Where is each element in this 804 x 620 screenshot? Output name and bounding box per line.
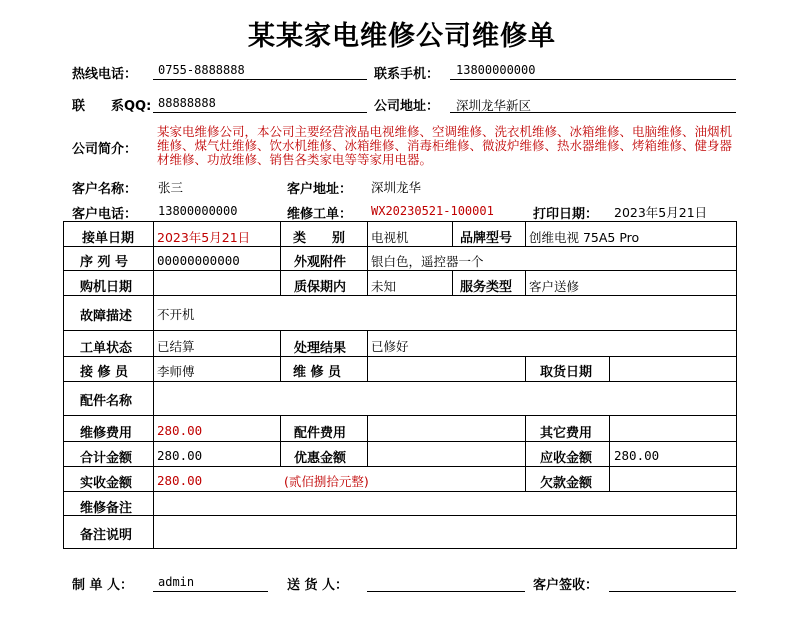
customer-address: 深圳龙华 (371, 180, 422, 195)
appearance-label: 外观附件 (294, 255, 347, 270)
category-value: 电视机 (371, 230, 409, 245)
repair-fee-label: 维修费用 (80, 426, 133, 441)
repair-note-label: 维修备注 (80, 501, 133, 516)
parts-label: 配件名称 (80, 394, 133, 409)
paid-value: 280.00 (157, 473, 203, 488)
category-label: 类 别 (293, 231, 346, 246)
page-title: 某某家电维修公司维修单 (248, 21, 556, 52)
warranty-label: 质保期内 (294, 280, 347, 295)
purchase-label: 购机日期 (80, 280, 133, 295)
print-date-label: 打印日期： (533, 207, 599, 222)
total-value: 280.00 (157, 448, 203, 463)
remark-label: 备注说明 (80, 528, 133, 543)
customer-name: 张三 (158, 180, 184, 195)
maker-label: 制 单 人： (72, 578, 134, 593)
maker-value: admin (158, 575, 195, 589)
pickup-label: 取货日期 (540, 365, 593, 380)
brand-value: 创维电视 75A5 Pro (529, 230, 640, 245)
service-value: 客户送修 (529, 279, 580, 294)
qq-value: 88888888 (158, 96, 216, 110)
repairer-label: 维 修 员 (293, 365, 342, 380)
repair-fee-value: 280.00 (157, 423, 203, 438)
receivable-value: 280.00 (614, 448, 660, 463)
receiver-label: 接 修 员 (80, 365, 129, 380)
other-fee-label: 其它费用 (540, 426, 593, 441)
warranty-value: 未知 (371, 279, 397, 294)
hotline-value: 0755-8888888 (158, 63, 245, 77)
paid-in-words: (贰佰捌拾元整) (284, 474, 369, 489)
discount-label: 优惠金额 (294, 451, 347, 466)
customer-phone-label: 客户电话： (72, 207, 138, 222)
service-label: 服务类型 (460, 280, 513, 295)
paid-label: 实收金额 (80, 476, 133, 491)
print-date: 2023年5月21日 (614, 205, 708, 220)
customer-name-label: 客户名称： (72, 182, 138, 197)
address-label: 公司地址： (374, 99, 440, 114)
status-label: 工单状态 (80, 341, 133, 356)
order-label: 维修工单： (287, 207, 353, 222)
brand-label: 品牌型号 (460, 231, 513, 246)
status-value: 已结算 (157, 339, 195, 354)
parts-fee-label: 配件费用 (294, 426, 347, 441)
total-label: 合计金额 (80, 451, 133, 466)
serial-label: 序 列 号 (80, 255, 129, 270)
fault-label: 故障描述 (80, 309, 133, 324)
mobile-label: 联系手机： (374, 67, 440, 82)
serial-value: 00000000000 (157, 253, 240, 268)
hotline-label: 热线电话： (72, 67, 138, 82)
company-intro: 某家电维修公司，本公司主要经营液晶电视维修、空调维修、洗衣机维修、冰箱维修、电脑维修、油烟机维修、煤气灶维修、饮水机维修、冰箱维修、消毒柜维修、微波炉维修、热水器维修、烤箱维修、健身器材维修、功放维修、销售各类家电等等家用电器。 (157, 124, 733, 167)
mobile-value: 13800000000 (456, 63, 536, 77)
owed-label: 欠款金额 (540, 476, 593, 491)
result-label: 处理结果 (294, 341, 347, 356)
appearance-value: 银白色，遥控器一个 (371, 254, 484, 269)
receivable-label: 应收金额 (540, 451, 593, 466)
receiver-value: 李师傅 (157, 364, 195, 379)
receive-date: 2023年5月21日 (157, 230, 251, 245)
sign-line (609, 573, 736, 592)
fault-value: 不开机 (157, 307, 195, 322)
order-number: WX20230521-100001 (371, 204, 494, 218)
intro-label: 公司简介： (72, 142, 138, 157)
customer-phone: 13800000000 (158, 204, 238, 218)
qq-label: 联 系QQ: (72, 99, 152, 114)
delivery-label: 送 货 人： (287, 578, 349, 593)
sign-label: 客户签收： (533, 578, 599, 593)
delivery-line (367, 573, 525, 592)
customer-address-label: 客户地址： (287, 182, 353, 197)
address-value: 深圳龙华新区 (456, 98, 532, 113)
result-value: 已修好 (371, 339, 409, 354)
receive-date-label: 接单日期 (82, 231, 135, 246)
